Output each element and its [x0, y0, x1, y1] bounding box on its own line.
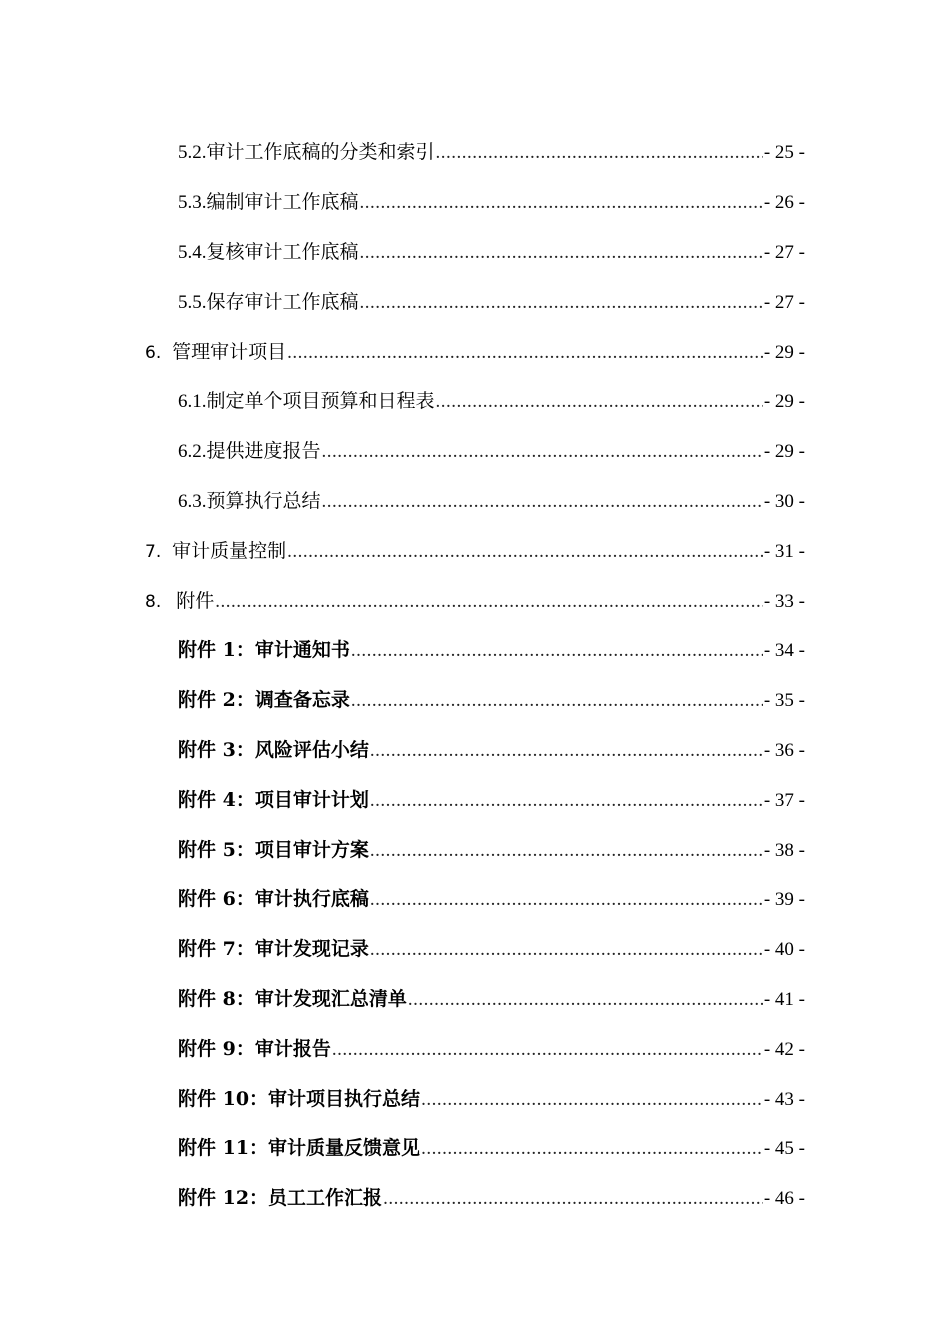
toc-entry-line [178, 934, 805, 961]
toc-entry[interactable] [0, 176, 950, 226]
toc-entry-page: - 30 - [763, 490, 805, 512]
toc-leader-dots [370, 740, 763, 762]
toc-entry-line [178, 287, 805, 314]
toc-entry-page: - 27 - [763, 241, 805, 263]
toc-entry-number: 5.4. [178, 241, 207, 263]
toc-entry-line [178, 137, 805, 164]
toc-entry-page: - 36 - [763, 739, 805, 761]
toc-entry-line [178, 187, 805, 214]
toc-entry-page: - 39 - [763, 889, 805, 911]
toc-entry-number: 5.5. [178, 291, 207, 313]
toc-entry[interactable] [0, 873, 950, 923]
toc-entry-page: - 33 - [763, 590, 805, 612]
toc-entry-line [178, 1034, 805, 1061]
toc-entry-number: 6.1. [178, 391, 207, 413]
toc-entry-line [178, 486, 805, 513]
toc-entry-title: 附件 3：风险评估小结 [178, 738, 369, 761]
toc-entry-page: - 29 - [763, 441, 805, 463]
toc-entry-page: - 31 - [763, 540, 805, 562]
toc-entry[interactable] [0, 1022, 950, 1072]
toc-entry[interactable] [0, 574, 950, 624]
toc-entry[interactable] [0, 624, 950, 674]
toc-entry-number: 6.3. [178, 490, 207, 512]
toc-entry-line [178, 1084, 805, 1111]
toc-entry-page: - 35 - [763, 690, 805, 712]
toc-entry-title: 提供进度报告 [206, 440, 321, 463]
toc-entry[interactable] [0, 823, 950, 873]
toc-entry-number: 5.2. [178, 142, 207, 164]
toc-entry-line [178, 1133, 805, 1160]
toc-entry-title: 附件 7：审计发现记录 [178, 938, 369, 961]
toc-entry[interactable] [0, 973, 950, 1023]
toc-leader-dots [287, 342, 763, 364]
toc-entry-line [145, 586, 805, 613]
toc-entry-line [178, 436, 805, 463]
toc-entry-line [145, 536, 805, 563]
toc-leader-dots [370, 889, 763, 911]
toc-entry-title: 制定单个项目预算和日程表 [206, 390, 435, 413]
toc-entry-page: - 29 - [763, 391, 805, 413]
toc-entry-page: - 45 - [763, 1138, 805, 1160]
toc-leader-dots [370, 840, 763, 862]
toc-entry-title: 附件 [176, 589, 215, 612]
toc-entry-line [178, 685, 805, 712]
toc-entry[interactable] [0, 126, 950, 176]
toc-leader-dots [436, 391, 763, 413]
toc-entry-line [178, 735, 805, 762]
toc-entry-title: 审计质量控制 [172, 539, 287, 562]
toc-leader-dots [421, 1089, 763, 1111]
toc-entry[interactable] [0, 773, 950, 823]
toc-entry[interactable] [0, 1072, 950, 1122]
toc-entry-line [178, 237, 805, 264]
toc-entry-title: 附件 8：审计发现汇总清单 [178, 987, 407, 1010]
toc-entry-page: - 25 - [763, 142, 805, 164]
toc-leader-dots [351, 690, 763, 712]
toc-leader-dots [360, 242, 763, 264]
toc-entry-page: - 38 - [763, 839, 805, 861]
toc-entry-title: 附件 12：员工工作汇报 [178, 1187, 383, 1210]
toc-entry-title: 复核审计工作底稿 [206, 240, 359, 263]
toc-leader-dots [322, 441, 763, 463]
toc-entry-page: - 37 - [763, 789, 805, 811]
toc-entry-page: - 29 - [763, 341, 805, 363]
toc-entry-line [178, 1183, 805, 1210]
toc-entry-page: - 40 - [763, 939, 805, 961]
toc-entry-title: 附件 1：审计通知书 [178, 639, 350, 662]
toc-entry-title: 附件 5：项目审计方案 [178, 838, 369, 861]
toc-leader-dots [421, 1138, 763, 1160]
toc-entry-title: 预算执行总结 [206, 489, 321, 512]
toc-leader-dots [370, 790, 763, 812]
toc-entry-page: - 26 - [763, 192, 805, 214]
toc-entry-title: 编制审计工作底稿 [206, 191, 359, 214]
toc-entry[interactable] [0, 674, 950, 724]
toc-entry-line [178, 785, 805, 812]
toc-entry[interactable] [0, 425, 950, 475]
toc-entry-title: 附件 11：审计质量反馈意见 [178, 1137, 421, 1160]
toc-entry-title: 管理审计项目 [172, 340, 287, 363]
toc-entry-title: 保存审计工作底稿 [206, 290, 359, 313]
toc-leader-dots [287, 541, 763, 563]
toc-leader-dots [332, 1039, 763, 1061]
toc-entry[interactable] [0, 275, 950, 325]
toc-entry[interactable] [0, 226, 950, 276]
toc-entry[interactable] [0, 524, 950, 574]
toc-entry-title: 附件 6：审计执行底稿 [178, 888, 369, 911]
toc-entry-number: 8. [145, 591, 162, 612]
toc-entry-page: - 34 - [763, 640, 805, 662]
toc-entry[interactable] [0, 1122, 950, 1172]
toc-entry-number: 6.2. [178, 441, 207, 463]
toc-entry-line [178, 884, 805, 911]
toc-leader-dots [322, 491, 763, 513]
toc-entry-title: 附件 10：审计项目执行总结 [178, 1087, 421, 1110]
toc-entry-title: 附件 2：调查备忘录 [178, 689, 350, 712]
toc-entry-line [178, 835, 805, 862]
toc-entry-line [145, 337, 805, 364]
toc-leader-dots [215, 591, 763, 613]
toc-leader-dots [351, 640, 763, 662]
toc-leader-dots [408, 989, 763, 1011]
toc-entry[interactable] [0, 923, 950, 973]
toc-entry[interactable] [0, 375, 950, 425]
toc-leader-dots [436, 142, 763, 164]
toc-entry-number: 5.3. [178, 192, 207, 214]
toc-entry-title: 附件 9：审计报告 [178, 1037, 331, 1060]
toc-entry-line [178, 386, 805, 413]
toc-entry[interactable] [0, 724, 950, 774]
toc-entry-title: 附件 4：项目审计计划 [178, 788, 369, 811]
toc-entry[interactable] [0, 475, 950, 525]
toc-entry-number: 7. [145, 541, 162, 562]
toc-entry-number: 6. [145, 342, 162, 363]
toc-entry[interactable] [0, 325, 950, 375]
toc-entry-title: 审计工作底稿的分类和索引 [206, 141, 435, 164]
toc-leader-dots [370, 939, 763, 961]
toc-entry-page: - 46 - [763, 1188, 805, 1210]
toc-entry-line [178, 984, 805, 1011]
toc-leader-dots [360, 292, 763, 314]
table-of-contents [0, 126, 950, 1222]
toc-entry-page: - 43 - [763, 1088, 805, 1110]
toc-leader-dots [383, 1188, 763, 1210]
toc-entry[interactable] [0, 1172, 950, 1222]
toc-entry-line [178, 635, 805, 662]
toc-leader-dots [360, 192, 763, 214]
toc-entry-page: - 27 - [763, 291, 805, 313]
toc-entry-page: - 42 - [763, 1038, 805, 1060]
toc-entry-page: - 41 - [763, 988, 805, 1010]
